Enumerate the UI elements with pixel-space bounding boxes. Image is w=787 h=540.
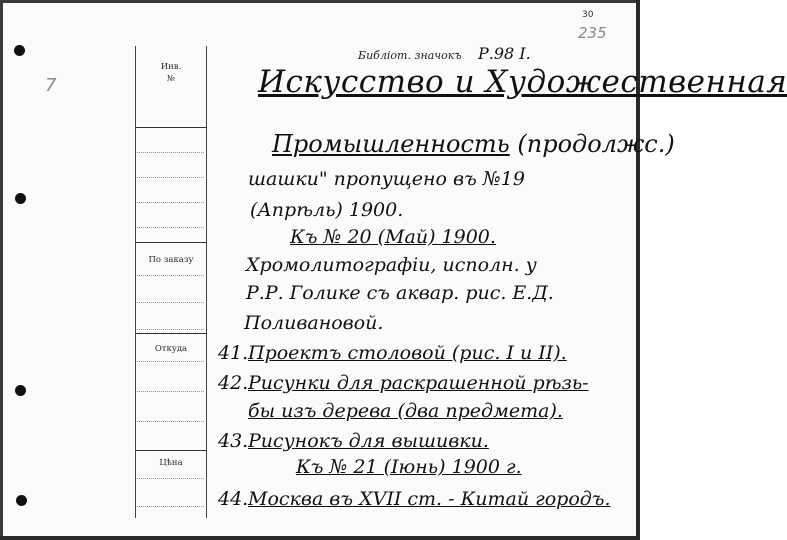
punch-hole [14, 45, 25, 56]
dotted-guide-rule [137, 177, 204, 178]
item-44 [218, 488, 611, 510]
item-number: 42. [218, 372, 249, 394]
dotted-guide-rule [137, 329, 204, 330]
corner-pencil-number: 235 [578, 24, 607, 42]
dotted-guide-rule [137, 421, 204, 422]
punch-hole [15, 385, 26, 396]
item-42-continued [248, 400, 563, 422]
entry-title-line1: Искусство и Художественная [258, 64, 787, 100]
card-edge-left [0, 0, 3, 540]
item-text: Москва въ XVII ст. - Китай городъ. [248, 488, 611, 510]
issue-21-heading: Къ № 21 (Іюнь) 1900 г. [296, 456, 522, 478]
field-divider [135, 242, 206, 243]
punch-hole [15, 193, 26, 204]
library-mark-value: Р.98 I. [478, 44, 531, 63]
dotted-guide-rule [137, 506, 204, 507]
entry-title-line2-main: Промышленность [272, 130, 510, 158]
dotted-guide-rule [137, 302, 204, 303]
issue-20-heading: Къ № 20 (Май) 1900. [290, 226, 496, 248]
item-41 [218, 342, 567, 364]
field-divider [135, 127, 206, 128]
note-line2: (Апрѣль) 1900. [250, 199, 404, 221]
item-number: 41. [218, 342, 249, 364]
entry-title-line2 [272, 130, 675, 158]
item-43 [218, 430, 489, 452]
dotted-guide-rule [137, 227, 204, 228]
card-edge-top [0, 0, 640, 3]
card-edge-bottom [0, 536, 640, 540]
entry-title-line2-suffix: (продолжс.) [517, 130, 675, 158]
source-label: Откуда [154, 344, 188, 354]
column-rule-right [206, 46, 207, 518]
field-divider [135, 450, 206, 451]
description-line2: Р.Р. Голике съ аквар. рис. Е.Д. [246, 282, 554, 304]
item-text: Проектъ столовой (рис. I и II). [248, 342, 567, 364]
item-number: 44. [218, 488, 249, 510]
dotted-guide-rule [137, 152, 204, 153]
corner-printed-number: 30 [582, 10, 594, 20]
item-number: 43. [218, 430, 249, 452]
price-label: Цѣна [159, 458, 183, 468]
item-text: бы изъ дерева (два предмета). [248, 400, 563, 422]
dotted-guide-rule [137, 275, 204, 276]
dotted-guide-rule [137, 391, 204, 392]
margin-pencil-mark: 7 [45, 75, 57, 96]
column-rule-left [135, 46, 136, 518]
dotted-guide-rule [137, 478, 204, 479]
item-text: Рисунокъ для вышивки. [248, 430, 489, 452]
dotted-guide-rule [137, 361, 204, 362]
number-label: № [166, 74, 176, 84]
description-line1: Хромолитографіи, исполн. у [246, 254, 537, 276]
description-line3: Поливановой. [244, 312, 384, 334]
note-line1: шашки" пропущено въ №19 [248, 168, 525, 190]
order-label: По заказу [148, 255, 194, 265]
inventory-label: Инв. [160, 62, 182, 72]
item-42 [218, 372, 589, 394]
item-text: Рисунки для раскрашенной рѣзь- [248, 372, 589, 394]
library-mark-label: Библіот. значокъ [358, 49, 462, 62]
dotted-guide-rule [137, 202, 204, 203]
field-divider [135, 333, 206, 334]
punch-hole [16, 495, 27, 506]
